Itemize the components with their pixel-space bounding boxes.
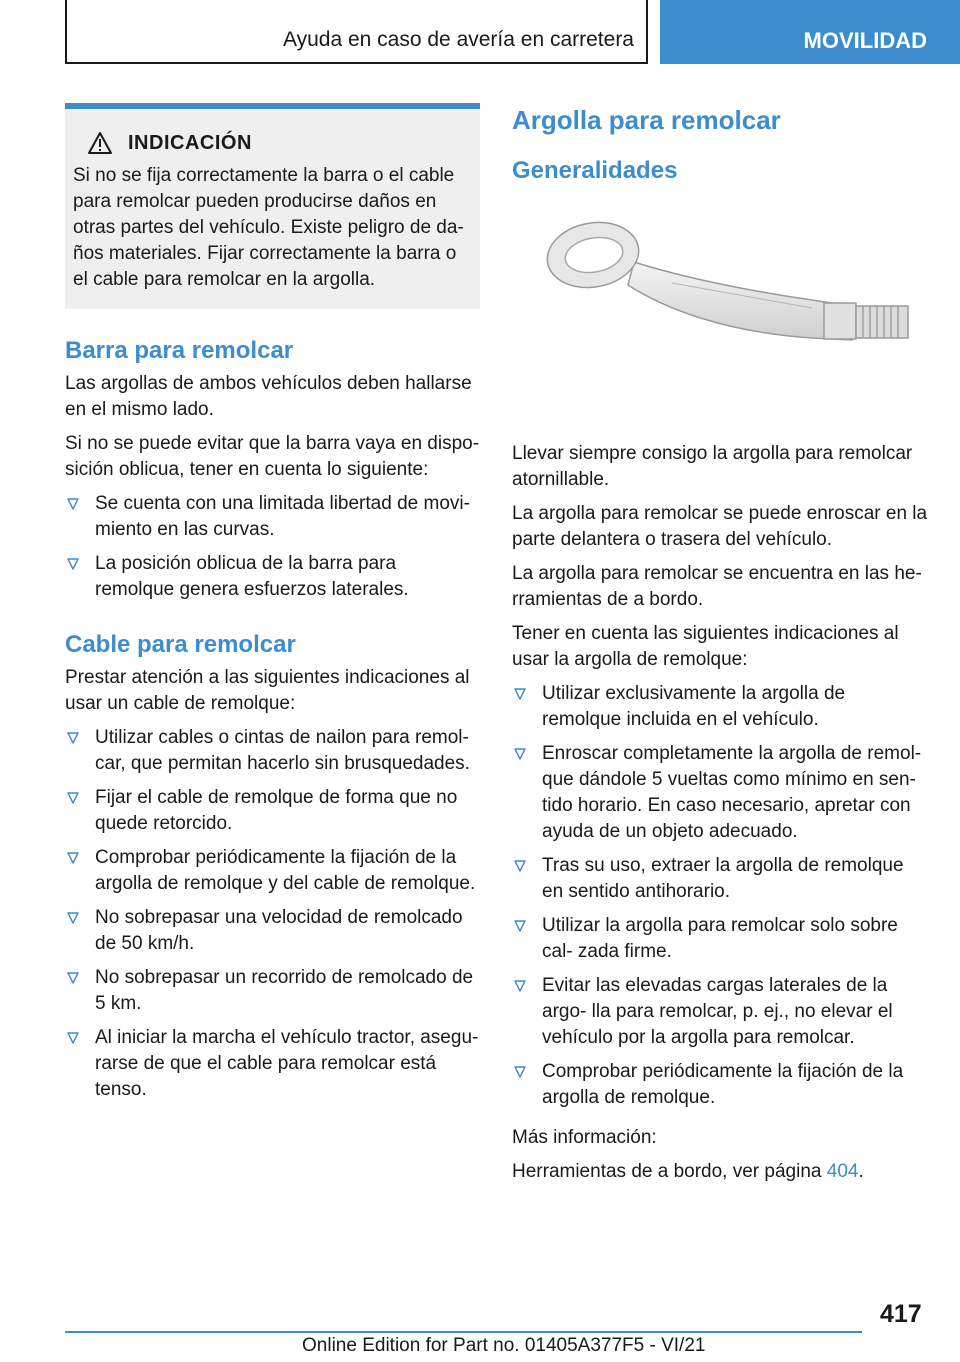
triangle-bullet-icon: [514, 860, 526, 872]
tow-eye-paragraph: Llevar siempre consigo la argolla para remolcar atornillable.: [512, 443, 913, 490]
list-item: Utilizar exclusivamente la argolla de remolque incluida en el vehículo.: [512, 681, 928, 733]
section-title: Ayuda en caso de avería en carretera: [282, 28, 634, 51]
tow-eye-paragraph: La argolla para remolcar se encuentra en las he‐ rramientas de a bordo.: [512, 563, 922, 610]
reference-line: Herramientas de a bordo, ver página 404.: [512, 1161, 864, 1182]
tow-eye-paragraph: La argolla para remolcar se puede enroscar en la parte delantera o trasera del vehículo.: [512, 503, 928, 550]
general-subheading: Generalidades: [512, 157, 678, 184]
reference-text: Herramientas de a bordo, ver página: [512, 1161, 822, 1182]
list-item: Utilizar cables o cintas de nailon para remol‐ car, que permitan hacerlo sin brusquedades.: [65, 725, 480, 777]
triangle-bullet-icon: [67, 792, 79, 804]
list-item: Tras su uso, extraer la argolla de remolque en sentido antihorario.: [512, 853, 928, 905]
right-column: [512, 103, 928, 1193]
tow-eye-list: [512, 681, 928, 1111]
list-item: La posición oblicua de la barra para remolque genera esfuerzos laterales.: [65, 551, 480, 603]
tow-bar-paragraph: Si no se puede evitar que la barra vaya en dispo‐ sición oblicua, tener en cuenta lo siguiente:: [65, 433, 480, 480]
triangle-bullet-icon: [67, 1032, 79, 1044]
triangle-bullet-icon: [514, 980, 526, 992]
triangle-bullet-icon: [67, 912, 79, 924]
triangle-bullet-icon: [514, 920, 526, 932]
list-item: Fijar el cable de remolque de forma que no quede retorcido.: [65, 785, 480, 837]
page-header-frame: [65, 0, 648, 64]
triangle-bullet-icon: [514, 688, 526, 700]
triangle-bullet-icon: [67, 558, 79, 570]
notice-title: INDICACIÓN: [128, 131, 252, 154]
tow-cable-intro: Prestar atención a las siguientes indicaciones al usar un cable de remolque:: [65, 667, 470, 714]
list-item: Se cuenta con una limitada libertad de movi‐ miento en las curvas.: [65, 491, 480, 543]
footer-edition-text: Online Edition for Part no. 01405A377F5 - VI/21: [302, 1335, 706, 1356]
tow-eye-illustration: [512, 199, 928, 424]
list-item: Al iniciar la marcha el vehículo tractor, asegu‐ rarse de que el cable para remolcar está tenso.: [65, 1025, 480, 1103]
triangle-bullet-icon: [514, 1066, 526, 1078]
footer-divider: [65, 1331, 862, 1333]
list-item: No sobrepasar un recorrido de remolcado de 5 km.: [65, 965, 480, 1017]
list-item: Comprobar periódicamente la fijación de la argolla de remolque y del cable de remolque.: [65, 845, 480, 897]
triangle-bullet-icon: [67, 852, 79, 864]
more-info-label: Más información:: [512, 1127, 657, 1148]
notice-box: [65, 103, 480, 309]
tow-cable-heading: Cable para remolcar: [65, 631, 296, 658]
chapter-tab-label: MOVILIDAD: [803, 28, 927, 53]
notice-body: Si no se fija correctamente la barra o el cable para remolcar pueden producirse daños en otras partes del vehículo. Existe peligro de da‐ ños materiales. Fijar correctamente la barra o el cable para remolcar en la argolla.: [73, 165, 464, 290]
tow-eye-heading: Argolla para remolcar: [512, 105, 781, 135]
tow-cable-list: [65, 725, 480, 1103]
triangle-bullet-icon: [67, 972, 79, 984]
chapter-tab: [660, 0, 960, 64]
list-item: No sobrepasar una velocidad de remolcado de 50 km/h.: [65, 905, 480, 957]
warning-triangle-icon: [87, 131, 113, 155]
tow-bar-heading: Barra para remolcar: [65, 337, 294, 364]
page-reference-link[interactable]: 404: [826, 1161, 859, 1182]
list-item: Utilizar la argolla para remolcar solo sobre cal‐ zada firme.: [512, 913, 928, 965]
triangle-bullet-icon: [514, 748, 526, 760]
tow-eye-paragraph: Tener en cuenta las siguientes indicaciones al usar la argolla de remolque:: [512, 623, 899, 670]
tow-bar-list: [65, 491, 480, 603]
list-item: Evitar las elevadas cargas laterales de la argo‐ lla para remolcar, p. ej., no elevar el vehículo por la argolla para remolcar.: [512, 973, 928, 1051]
left-column: [65, 103, 480, 1111]
page-number: 417: [880, 1300, 922, 1328]
tow-bar-paragraph: Las argollas de ambos vehículos deben hallarse en el mismo lado.: [65, 373, 472, 420]
list-item: Enroscar completamente la argolla de remol‐ que dándole 5 vueltas como mínimo en sen‐ tido horario. En caso necesario, apretar con ayuda de un objeto adecuado.: [512, 741, 928, 845]
triangle-bullet-icon: [67, 732, 79, 744]
list-item: Comprobar periódicamente la fijación de la argolla de remolque.: [512, 1059, 928, 1111]
triangle-bullet-icon: [67, 498, 79, 510]
